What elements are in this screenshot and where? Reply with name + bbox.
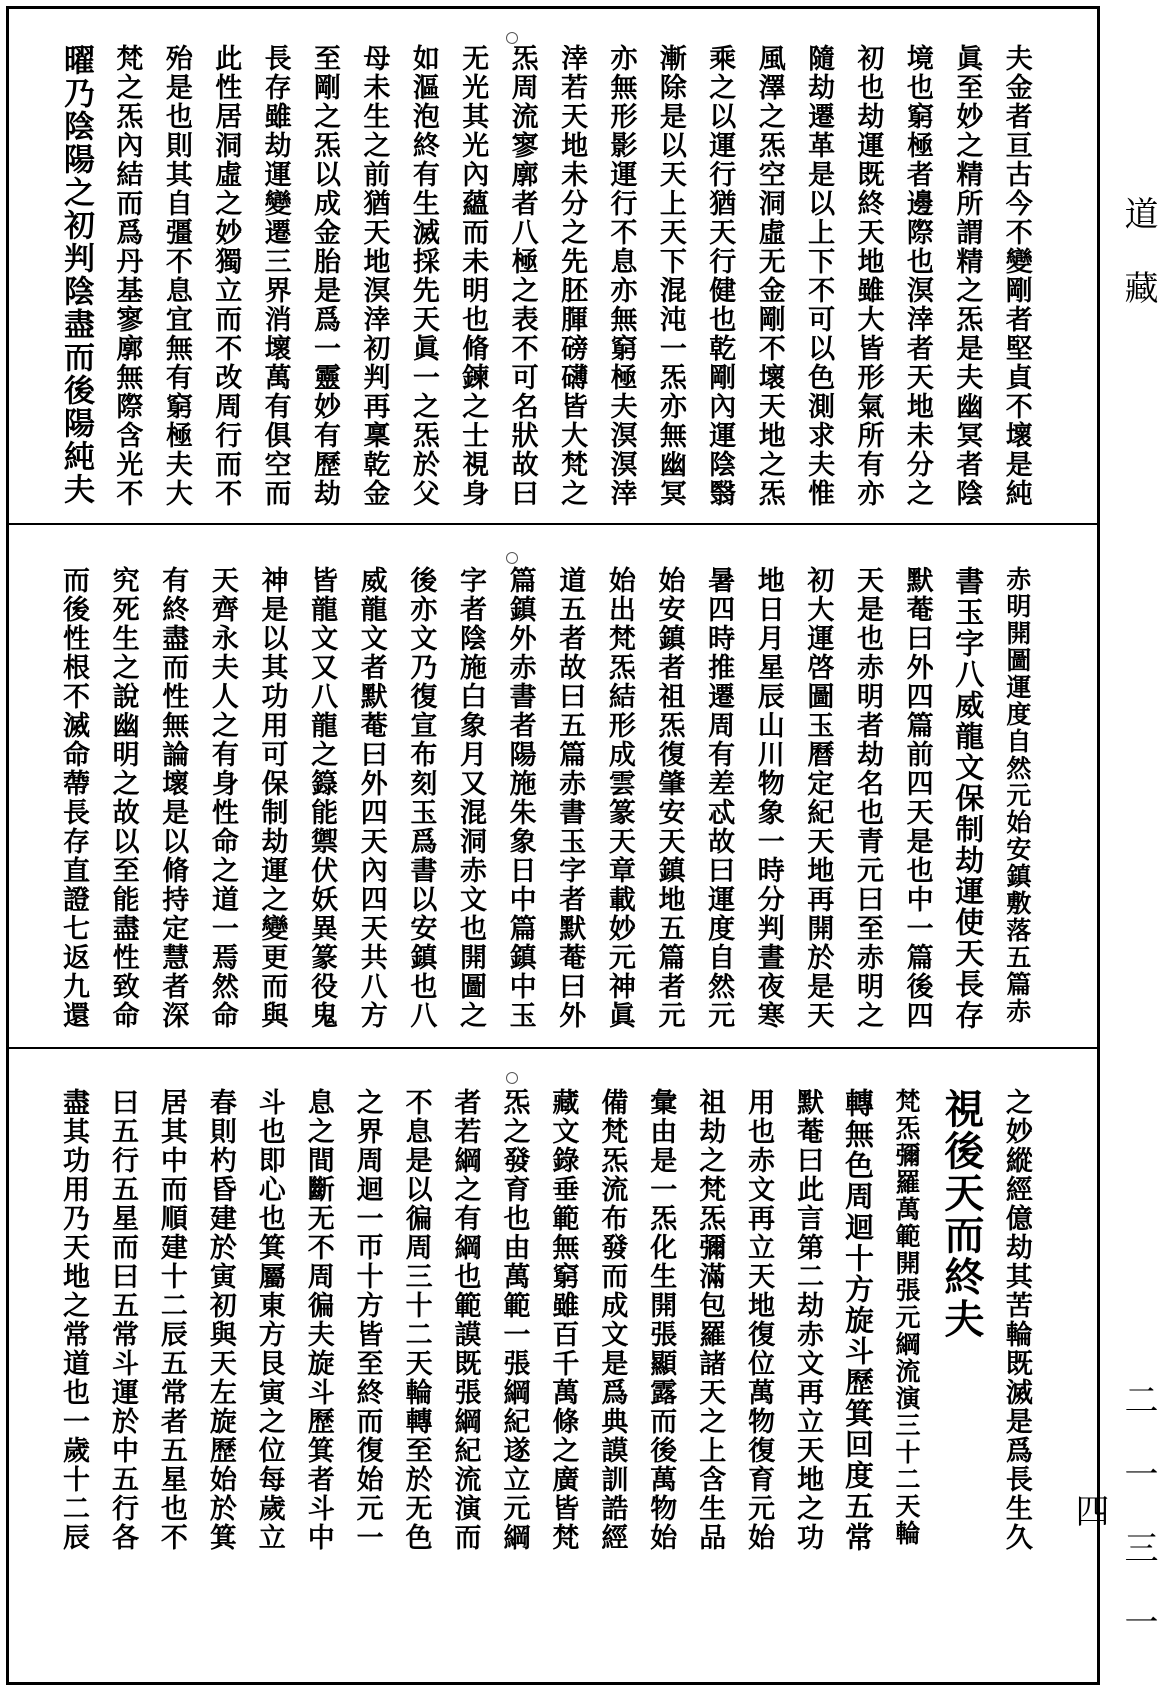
panel-divider [6,523,1100,525]
text-column: 威龍文者默菴曰外四天內四天共八方 [355,566,387,1030]
text-column: 轉無色周迴十方旋斗歷箕回度五常 [841,1088,875,1553]
text-column: 始出梵炁結形成雲篆天章載妙元神眞 [603,566,635,1030]
text-column: 之妙縱經億劫其苦輪既滅是爲長生久 [1000,1088,1032,1552]
text-panel-bottom [60,1088,1030,1558]
text-column: 究死生之說幽明之故以至能盡性致命 [107,566,139,1030]
text-panel-top [60,44,1030,514]
text-column: 天齊永夫人之有身性命之道一焉然命 [206,566,238,1030]
page-number: 二 一 三 一 四 [1069,1382,1158,1638]
text-column: 神是以其功用可保制劫運之變更而與 [256,566,288,1030]
text-column: 不息是以徧周三十二天輪轉至於无色 [400,1088,432,1552]
text-column: 備梵炁流布發而成文是爲典謨訓誥經 [596,1088,628,1552]
text-column: 曜乃陰陽之初判陰盡而後陽純夫 [58,44,94,506]
text-column: 初大運啓圖玉曆定紀天地再開於是天 [802,566,834,1030]
text-column: 字者陰施白象月又混洞赤文也開圖之 [455,566,486,1030]
text-column: 赤明開圖運度自然元始安鎮敷落五篇赤 [1002,566,1032,1025]
text-column: 眞至妙之精所謂精之炁是夫幽冥者陰 [951,44,983,508]
text-column: 境也窮極者邊際也溟涬者天地未分之 [901,44,933,508]
text-column: 篇鎮外赤書者陽施朱象日中篇鎮中玉 [504,566,536,1030]
binding-hole-mark [506,552,518,564]
text-column: 長存雖劫運變遷三界消壞萬有俱空而 [259,44,291,508]
text-column: 斗也即心也箕屬東方艮寅之位每歲立 [253,1088,285,1552]
text-column: 書玉字八威龍文保制劫運使天長存 [951,566,986,1031]
text-column: 用也赤文再立天地復位萬物復育元始 [743,1088,775,1552]
text-column: 息之間斷无不周徧夫旋斗歷箕者斗中 [302,1088,334,1552]
text-column: 无光其光內蘊而未明也脩鍊之士視身 [457,44,489,508]
text-column: 居其中而順建十二辰五常者五星也不 [155,1088,187,1552]
text-column: 有終盡而性無論壞是以脩持定慧者深 [157,566,189,1030]
text-column: 彙由是一炁化生開張顯露而後萬物始 [645,1088,677,1552]
text-column: 視後天而終夫 [937,1088,985,1340]
text-panel-middle [60,566,1030,1036]
text-column: 隨劫遷革是以上下不可以色測求夫惟 [803,44,835,508]
text-column: 殆是也則其自彊不息宜無有窮極夫大 [160,44,192,508]
text-column: 道五者故曰五篇赤書玉字者默菴曰外 [554,566,586,1030]
text-column: 風澤之炁空洞虛无金剛不壞天地之炁 [753,44,785,508]
text-column: 如漚泡終有生滅採先天眞一之炁於父 [407,44,439,508]
text-column: 之界周迴一帀十方皆至終而復始元一 [351,1088,383,1552]
text-column: 乘之以運行猶天行健也乾剛內運陰翳 [704,44,736,508]
text-column: 默菴曰此言第二劫赤文再立天地之功 [792,1088,824,1552]
text-column: 者若綱之有綱也範謨既張綱紀流演而 [449,1088,481,1552]
text-column: 天是也赤明者劫名也青元曰至赤明之 [852,566,883,1030]
collection-label: 道 藏 [1118,196,1158,304]
text-column: 梵之炁內結而爲丹基寥廓無際含光不 [111,44,143,508]
text-column: 盡其功用乃天地之常道也一歲十二辰 [58,1088,89,1552]
text-column: 默菴曰外四篇前四天是也中一篇後四 [901,566,933,1030]
text-column: 藏文錄垂範無窮雖百千萬條之廣皆梵 [547,1088,579,1552]
text-column: 暑四時推遷周有差忒故曰運度自然元 [703,566,735,1030]
text-column: 春則杓昏建於寅初與天左旋歷始於箕 [204,1088,236,1552]
text-column: 漸除是以天上天下混沌一炁亦無幽冥 [654,44,686,508]
text-column: 祖劫之梵炁彌滿包羅諸天之上含生品 [694,1088,726,1552]
text-column: 地日月星辰山川物象一時分判晝夜寒 [752,566,784,1030]
text-column: 涬若天地未分之先胚腪磅礴皆大梵之 [556,44,588,508]
text-column: 炁之發育也由萬範一張綱紀遂立元綱 [498,1088,530,1552]
text-column: 至剛之炁以成金胎是爲一靈妙有歷劫 [309,44,341,508]
text-column: 亦無形影運行不息亦無窮極夫溟溟涬 [605,44,637,508]
text-column: 皆龍文又八龍之籙能禦伏妖異篆役鬼 [306,566,338,1030]
text-column: 而後性根不滅命蔕長存直證七返九還 [58,566,89,1030]
text-column: 後亦文乃復宣布刻玉爲書以安鎮也八 [405,566,437,1030]
text-column: 梵炁彌羅萬範開張元綱流演三十二天輪 [891,1088,921,1547]
text-column: 始安鎮者祖炁復肇安天鎮地五篇者元 [653,566,685,1030]
text-column: 夫金者亘古今不變剛者堅貞不壞是純 [1000,44,1032,508]
panel-divider [6,1047,1100,1049]
text-column: 炁周流寥廓者八極之表不可名狀故曰 [506,44,538,508]
binding-hole-mark [506,1072,518,1084]
text-column: 初也劫運既終天地雖大皆形氣所有亦 [852,44,884,508]
binding-hole-mark [506,32,518,44]
text-column: 此性居洞虛之妙獨立而不改周行而不 [210,44,242,508]
text-column: 曰五行五星而曰五常斗運於中五行各 [106,1088,138,1552]
text-column: 母未生之前猶天地溟涬初判再稟乾金 [358,44,390,508]
